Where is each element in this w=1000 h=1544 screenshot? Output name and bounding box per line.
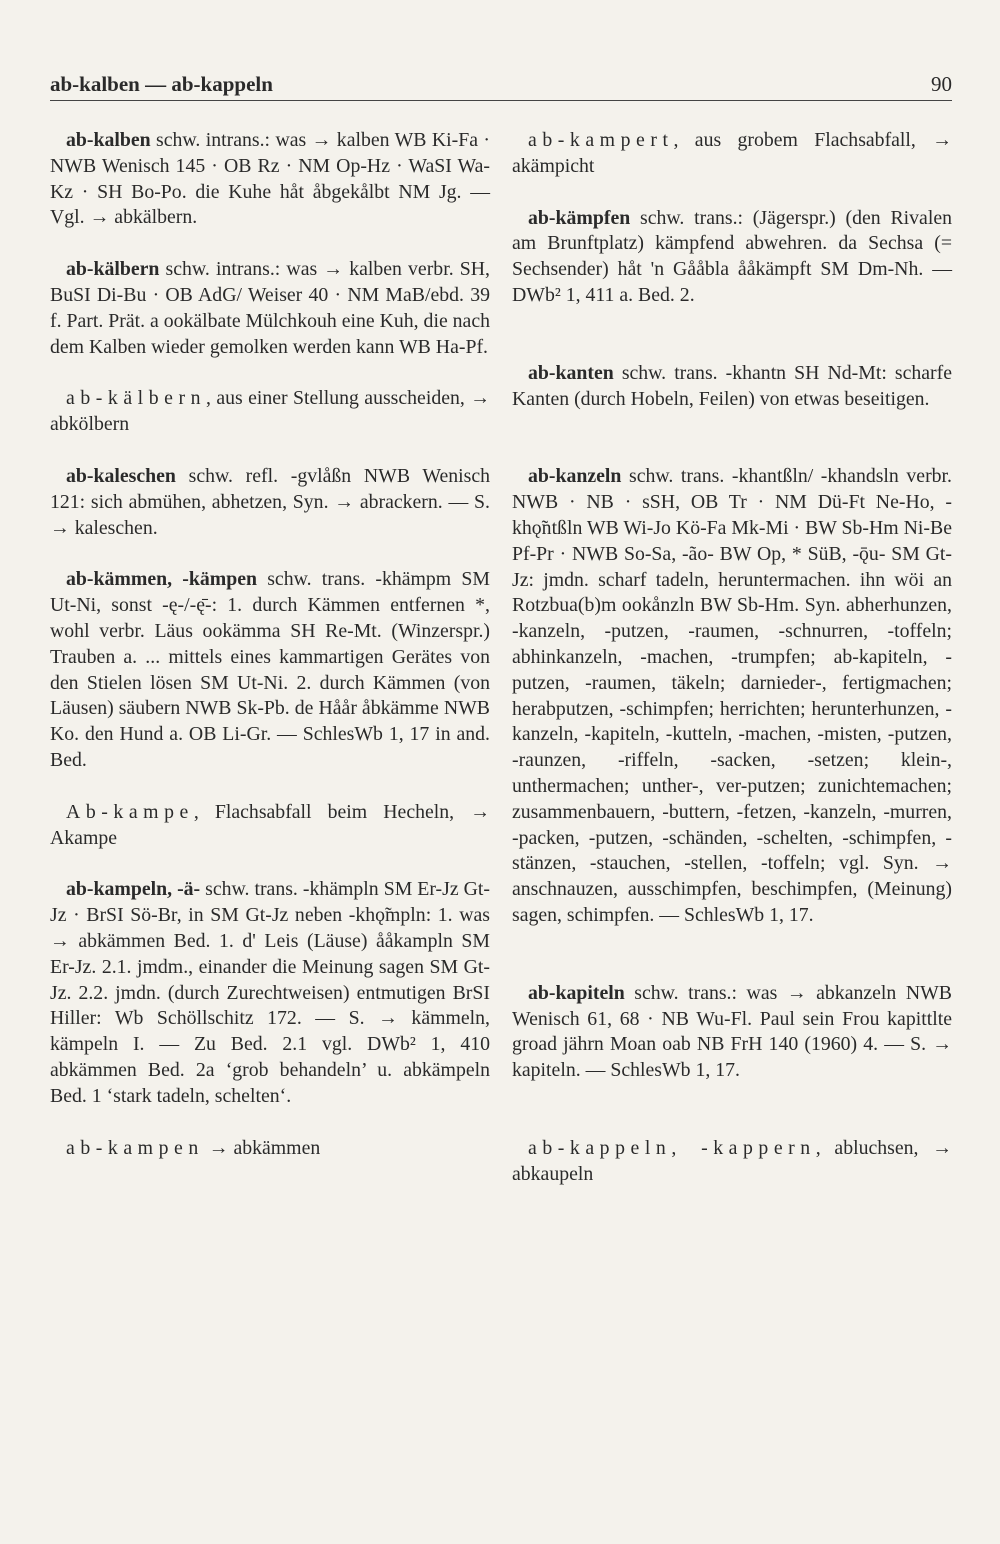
headword: ab-kappeln, -kappern: [528, 1136, 816, 1159]
entry-body: schw. trans. -khantßln/ -khandsln verbr. NWB · NB · sSH, OB Tr · NM Dü-Ft Ne-Ho, -khǫ̃ntßln WB Wi-Jo Kö-Fa Mk-Mi · BW Sb-Hm Ni-Be Pf-Pr · NWB So-Sa, -ão- BW Op, * SüB, -ǭu- SM Gt-Jz: jmdn. scharf tadeln, heruntermachen. ihn wöi an Rotzbua(b)m ookånzln BW Sb-Hm. Syn. abherhunzen, -kanzeln, -putzen, -raumen, -schnurren, -toffeln; abhinkanzeln, -machen, -trumpfen; ab-kapiteln, -putzen, -raumen, täkeln; darnieder-, fertigmachen; herabputzen, -schimpfen; herrichten; herunterhunzen, -kanzeln, -kapiteln, -kutteln, -machen, -misten, -putzen, -raunzen, -riffeln, -sacken, -setzen; klein-, unthermachen; unther-, ver-putzen; zunichtemachen; zusammenbauern, -buttern, -fetzen, -kanzeln, -murren, -packen, -putzen, -schänden, -schelten, -schimpfen, -stänzen, -stauchen, -stellen, -toffeln; vgl. Syn. → anschnauzen, ausschimpfen, beschimpfen, (Meinung) sagen, schimpfen. — SchlesWb 1, 17.: [512, 465, 952, 926]
entry-body: schw. trans.: was → abkanzeln NWB Wenisch 61, 68 · NB Wu-Fl. Paul sein Frou kapittlte groad jährn Moan oab NB FrH 140 (1960) 4. — S. → kapiteln. — SchlesWb 1, 17.: [512, 981, 952, 1082]
entry-body: schw. intrans.: was → kalben verbr. SH, BuSI Di-Bu · OB AdG/ Weiser 40 · NM MaB/ebd. 39 f. Part. Prät. a ookälbate Mülchkouh eine Kuh, die nach dem Kalben wieder gemolken werden kann WB Ha-Pf.: [50, 258, 491, 358]
entry-body: schw. intrans.: was → kalben WB Ki-Fa · NWB Wenisch 145 · OB Rz · NM Op-Hz · WaSI Wa-Kz · SH Bo-Po. die Kuhe håt åbgekålbt NM Jg. — Vgl. → abkälbern.: [50, 129, 490, 229]
entry-body: schw. trans. -khantn SH Nd-Mt: scharfe Kanten (durch Hobeln, Feilen) von etwas beseitigen.: [512, 361, 952, 410]
headword: ab-kämpfen: [528, 206, 631, 229]
entry-abkampe: [50, 800, 490, 852]
entry-abkampen: [50, 1136, 490, 1162]
headword: ab-kalben: [66, 129, 151, 151]
headword: ab-kälbern: [66, 387, 207, 410]
entry-abkanzeln: [512, 464, 952, 928]
entry-body: , abluchsen, → abkaupeln: [512, 1136, 952, 1185]
entry-body: → abkämmen: [203, 1136, 321, 1159]
entry-body: schw. trans.: (Jägerspr.) (den Rivalen am Brunftplatz) kämpfend abwehren. da Sechsa (= Sechsender) håt 'n Gååbla ååkämpft SM Dm-Nh. — DWb² 1, 411 a. Bed. 2.: [512, 206, 952, 306]
entry-abkaelbern-2: [50, 386, 490, 438]
entry-abkaemmen: [50, 567, 490, 773]
headword: ab-kampen: [66, 1136, 204, 1159]
left-column: [50, 128, 490, 1161]
entry-body: schw. refl. -gvlåßn NWB Wenisch 121: sich abmühen, abhetzen, Syn. → abrackern. — S. → kaleschen.: [50, 464, 490, 539]
entry-abkampert: [512, 128, 952, 180]
entry-abkappeln: [512, 1136, 952, 1188]
headword: ab-kanten: [528, 361, 614, 384]
entry-body: schw. trans. -khämpln SM Er-Jz Gt-Jz · BrSI Sö-Br, in SM Gt-Jz neben -khǫ̃mpln: 1. was → abkämmen Bed. 1. d' Leis (Läuse) ååkampln SM Er-Jz. 2.1. jmdm., einander die Meinung sagen SM Gt-Jz. 2.2. jmdn. (durch Zurechtweisen) entmutigen BrSI Hiller: Wb Schöllschitz 172. — S. → kämmeln, kämpeln I. — Zu Bed. 2.1 vgl. DWb² 1, 410 abkämmen Bed. 2a ‘grob behandeln’ u. abkämpeln Bed. 1 ‘stark tadeln, schelten‘.: [50, 878, 490, 1107]
page-number: 90: [931, 72, 952, 96]
running-title: ab-kalben — ab-kappeln: [50, 72, 273, 96]
running-header: [50, 70, 952, 101]
headword: ab-kampert: [528, 129, 674, 151]
headword: ab-kälbern: [66, 258, 160, 281]
entry-abkaleschen: [50, 464, 490, 541]
entry-body: , aus einer Stellung ausscheiden, → abkölbern: [50, 387, 490, 436]
entry-abkaempfen: [512, 206, 952, 309]
headword: Ab-kampe: [66, 800, 194, 823]
headword: ab-kampeln, -ä-: [66, 878, 201, 901]
entry-abkapiteln: [512, 981, 952, 1084]
entry-body: , Flachsabfall beim Hecheln, → Akampe: [50, 800, 490, 849]
entry-abkalben: [50, 128, 490, 231]
entry-body: schw. trans. -khämpm SM Ut-Ni, sonst -ę-/-ę̄-: 1. durch Kämmen entfernen *, wohl verbr. Läus ookämma SH Re-Mt. (Winzerspr.) Trauben a. ... mittels eines kammartigen Gerätes von den Stielen lösen SM Ut-Ni. 2. durch Kämmen (von Läusen) säubern NWB Sk-Pb. de Håår åbkämme NWB Ko. den Hund a. OB Li-Gr. — SchlesWb 1, 17 in and. Bed.: [50, 568, 490, 771]
entry-abkampeln: [50, 877, 490, 1109]
entry-body: , aus grobem Flachsabfall, → akämpicht: [512, 129, 952, 177]
headword: ab-kaleschen: [66, 464, 176, 487]
right-column: [512, 128, 952, 1188]
headword: ab-kämmen, -kämpen: [66, 568, 258, 591]
entry-abkaelbern: [50, 257, 490, 360]
entry-abkanten: [512, 361, 952, 413]
headword: ab-kapiteln: [528, 981, 625, 1004]
headword: ab-kanzeln: [528, 465, 622, 488]
